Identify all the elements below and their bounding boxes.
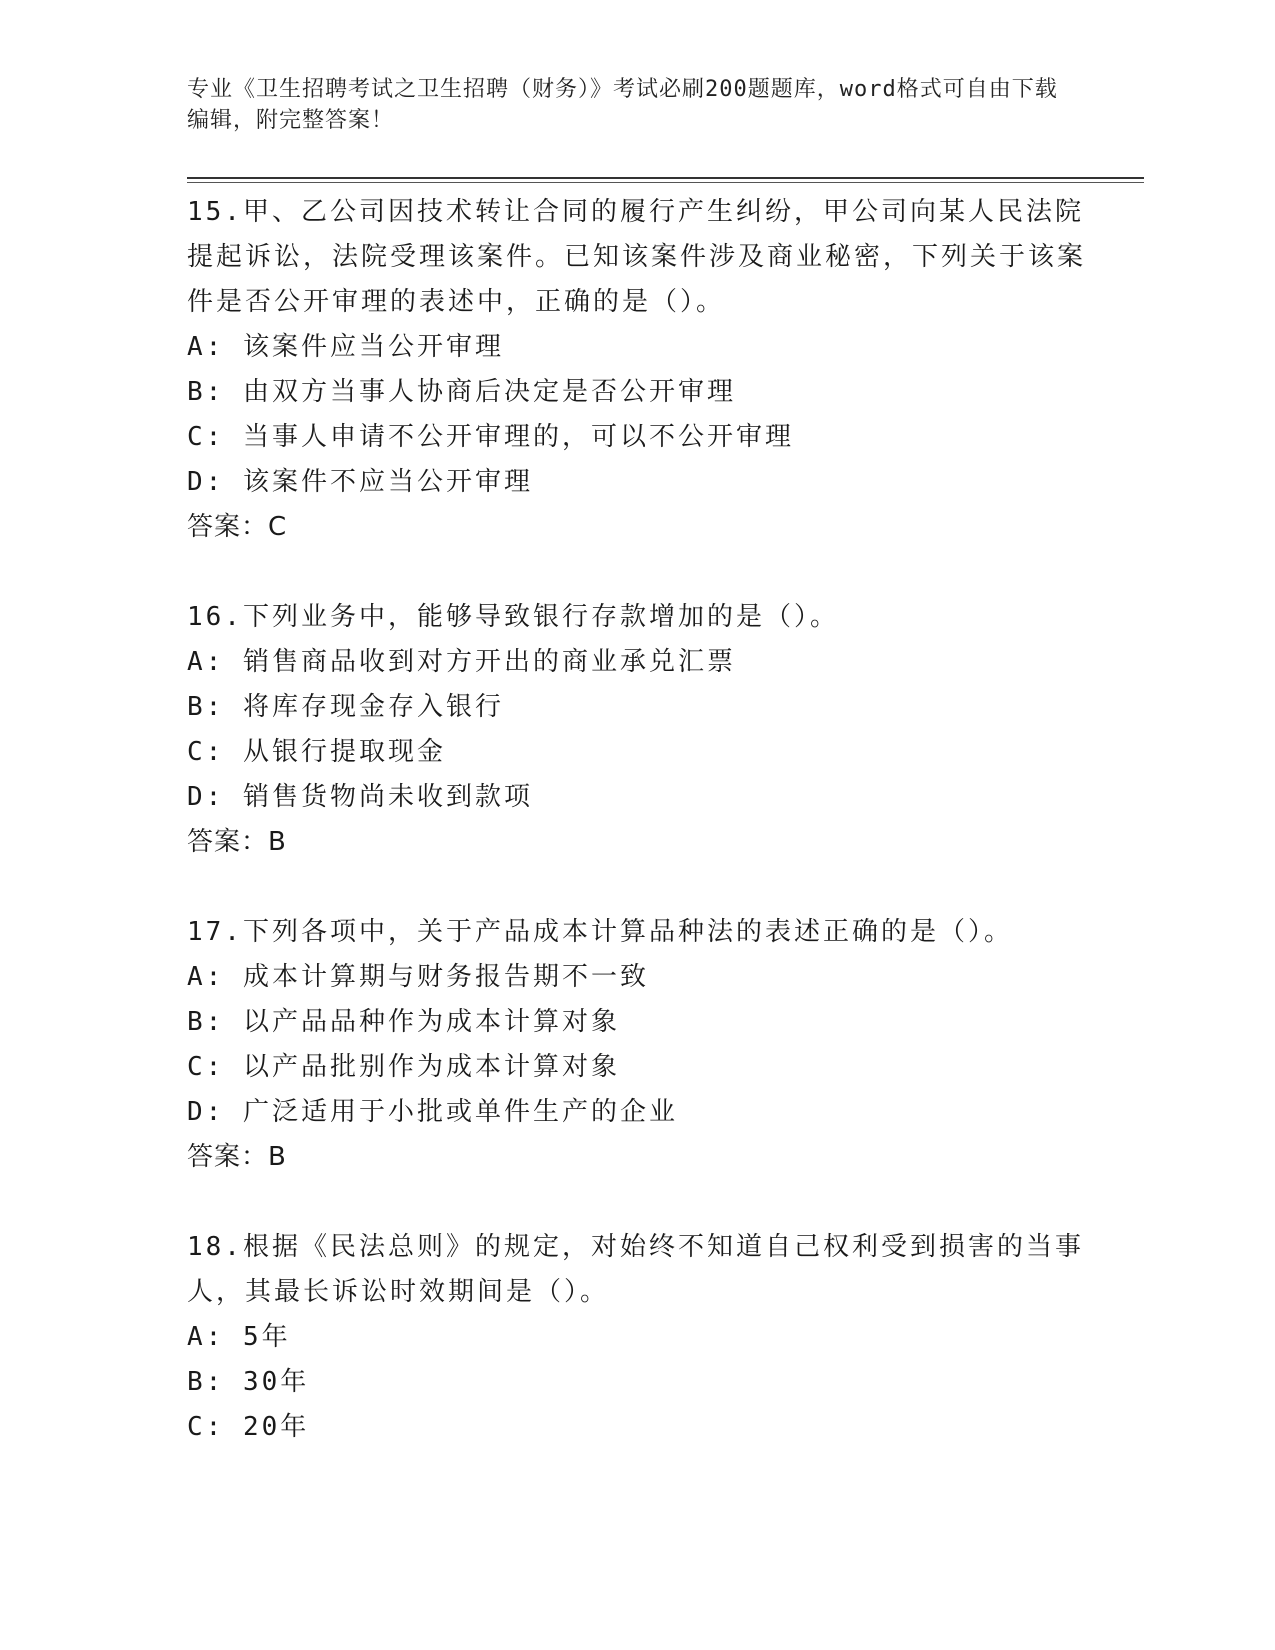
answer: 答案：B	[187, 827, 287, 857]
question-list	[187, 190, 1087, 1495]
option-a: A: 5年	[187, 1322, 291, 1352]
option-d: D: 广泛适用于小批或单件生产的企业	[187, 1097, 678, 1127]
option-c: C: 以产品批别作为成本计算对象	[187, 1052, 620, 1082]
header-divider-thick	[187, 177, 1144, 179]
answer: 答案：C	[187, 512, 288, 542]
question-stem: 15.甲、乙公司因技术转让合同的履行产生纠纷，甲公司向某人民法院提起诉讼，法院受理该案件。已知该案件涉及商业秘密，下列关于该案件是否公开审理的表述中，正确的是（）。	[187, 197, 1087, 317]
option-b: B: 30年	[187, 1367, 310, 1397]
question-stem: 17.下列各项中，关于产品成本计算品种法的表述正确的是（）。	[187, 917, 1013, 947]
question-stem: 16.下列业务中，能够导致银行存款增加的是（）。	[187, 602, 839, 632]
option-a: A: 销售商品收到对方开出的商业承兑汇票	[187, 647, 736, 677]
option-c: C: 当事人申请不公开审理的，可以不公开审理	[187, 422, 794, 452]
question-15	[187, 190, 1087, 550]
option-a: A: 该案件应当公开审理	[187, 332, 504, 362]
option-b: B: 将库存现金存入银行	[187, 692, 504, 722]
answer: 答案：B	[187, 1142, 287, 1172]
document-header: 专业《卫生招聘考试之卫生招聘（财务）》考试必刷200题题库，word格式可自由下载编辑，附完整答案！	[187, 77, 1058, 133]
question-17	[187, 910, 1087, 1180]
question-18	[187, 1225, 1087, 1450]
question-16	[187, 595, 1087, 865]
option-c: C: 20年	[187, 1412, 310, 1442]
option-d: D: 该案件不应当公开审理	[187, 467, 533, 497]
question-stem: 18.根据《民法总则》的规定，对始终不知道自己权利受到损害的当事人，其最长诉讼时效期间是（）。	[187, 1232, 1084, 1307]
header-divider-thin	[187, 182, 1144, 183]
option-c: C: 从银行提取现金	[187, 737, 446, 767]
option-b: B: 由双方当事人协商后决定是否公开审理	[187, 377, 736, 407]
option-a: A: 成本计算期与财务报告期不一致	[187, 962, 649, 992]
option-b: B: 以产品品种作为成本计算对象	[187, 1007, 620, 1037]
option-d: D: 销售货物尚未收到款项	[187, 782, 533, 812]
